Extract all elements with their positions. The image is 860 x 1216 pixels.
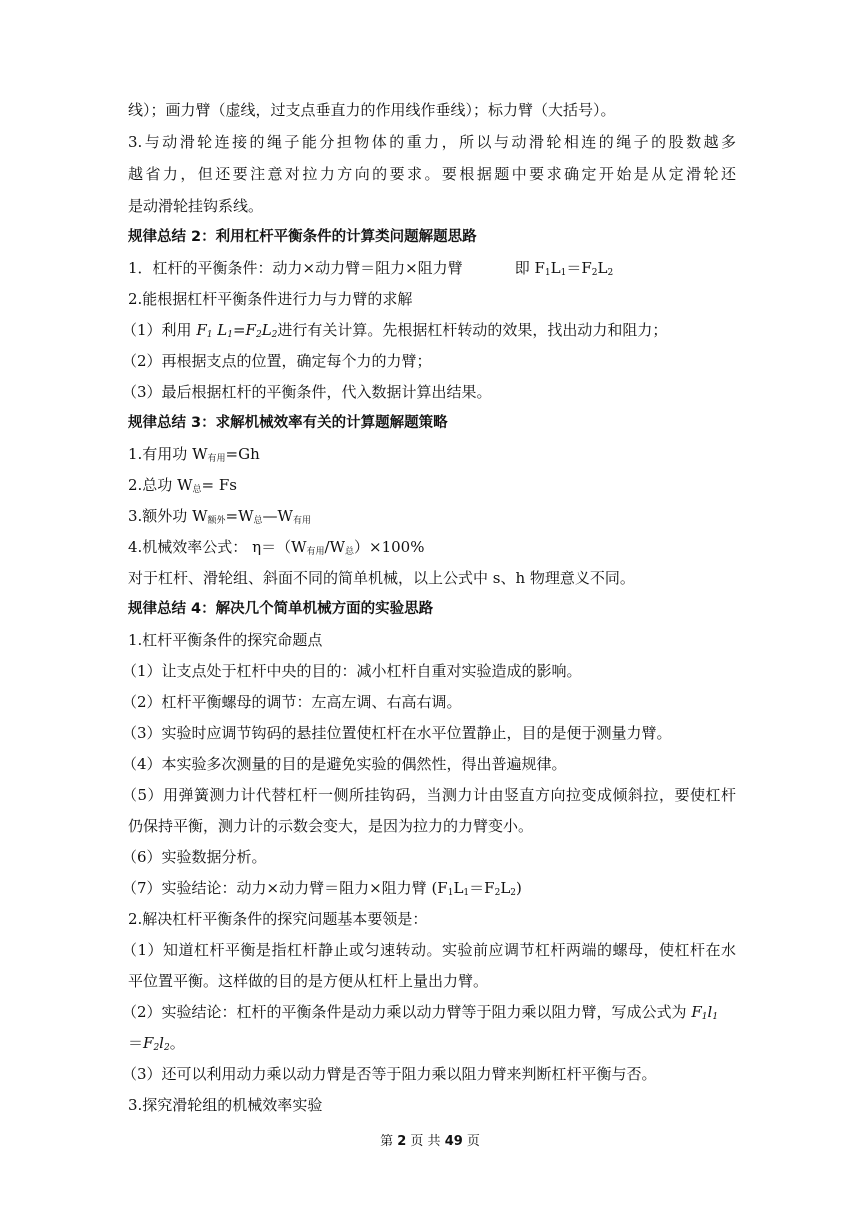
subscript: 1	[544, 268, 551, 278]
formula: $F_1$ $L_1=F_2L_2$	[196, 321, 278, 340]
text-span: 进行有关计算。先根据杠杆转动的效果，找出动力和阻力；	[277, 321, 668, 339]
text-line: 4.机械效率公式： $\eta=(W_{有用}/W_总)\times 100\%$	[128, 538, 425, 557]
text-line	[122, 320, 730, 340]
text-line: 越省力，但还要注意对拉力方向的要求。要根据题中要求确定开始是从定滑轮还	[128, 165, 736, 183]
formula: $F_2l_2$	[143, 1034, 170, 1053]
text-line: 平位置平衡。这样做的目的是方便从杠杆上量出力臂。	[128, 972, 489, 990]
subscript: 1	[560, 268, 567, 278]
text-line: 仍保持平衡，测力计的示数会变大，是因为拉力的力臂变小。	[128, 817, 534, 835]
text-line: 2.总功 $W_总= Fs$	[128, 476, 237, 495]
text-line: 1.杠杆平衡条件的探究命题点	[128, 631, 323, 649]
text-span: L	[597, 259, 608, 277]
text-line	[128, 258, 736, 278]
text-line: 1.有用功 $W_{有用}=Gh$	[128, 445, 260, 464]
text-line: （3）最后根据杠杆的平衡条件，代入数据计算出结果。	[122, 383, 492, 401]
text-span: 即 F	[514, 259, 545, 277]
footer-text: 第	[380, 1134, 394, 1149]
text-line: 3.探究滑轮组的机械效率实验	[128, 1096, 323, 1114]
text-line: （2）杠杆平衡螺母的调节：左高左调、右高右调。	[122, 693, 462, 711]
text-line: $=F_2l_2$。	[128, 1034, 185, 1053]
text-line: （3）还可以利用动力乘以动力臂是否等于阻力乘以阻力臂来判断杠杆平衡与否。	[122, 1065, 657, 1083]
text-line: 3.额外功 $W_{额外}=W_总—W_{有用}$	[128, 507, 311, 526]
section-heading: 规律总结 2：利用杠杆平衡条件的计算类问题解题思路	[128, 229, 477, 245]
text-line: 对于杠杆、滑轮组、斜面不同的简单机械，以上公式中 s、h 物理意义不同。	[128, 569, 635, 587]
footer-text: 页	[466, 1134, 480, 1149]
text-line: （7）实验结论：动力×动力臂＝阻力×阻力臂 $(F_1L_1=F_2L_2)$	[122, 879, 522, 898]
text-line: 线）；画力臂（虚线，过支点垂直力的作用线作垂线）；标力臂（大括号）。	[128, 101, 616, 119]
text-span: ＝F	[566, 259, 592, 277]
page-footer	[0, 1130, 860, 1149]
text-line: （1）知道杠杆平衡是指杠杆静止或匀速转动。实验前应调节杠杆两端的螺母，使杠杆在水	[122, 941, 736, 959]
text-span: L	[550, 259, 561, 277]
text-line: （5）用弹簧测力计代替杠杆一侧所挂钩码，当测力计由竖直方向拉变成倾斜拉，要使杠杆	[122, 786, 736, 804]
text-line: （4）本实验多次测量的目的是避免实验的偶然性，得出普遍规律。	[122, 755, 567, 773]
text-span: （1）利用	[122, 321, 192, 339]
subscript: 2	[591, 268, 598, 278]
formula: $F_1l_1$	[691, 1003, 719, 1022]
text-line: （2）再根据支点的位置，确定每个力的力臂；	[122, 352, 432, 370]
text-line: （6）实验数据分析。	[122, 848, 267, 866]
text-line: （2）实验结论：杠杆的平衡条件是动力乘以动力臂等于阻力乘以阻力臂，写成公式为 $F_1l_1$	[122, 1003, 719, 1022]
text-line: 是动滑轮挂钩系线。	[128, 197, 264, 215]
page-number: 2	[397, 1134, 407, 1149]
text-line: 2.解决杠杆平衡条件的探究问题基本要领是：	[128, 910, 428, 928]
text-line: 3.与动滑轮连接的绳子能分担物体的重力，所以与动滑轮相连的绳子的股数越多	[128, 133, 736, 151]
page-total: 49	[444, 1134, 463, 1149]
footer-text: 页 共	[410, 1134, 441, 1149]
text-line: （3）实验时应调节钩码的悬挂位置使杠杆在水平位置静止，目的是便于测量力臂。	[122, 724, 672, 742]
text-line: 2.能根据杠杆平衡条件进行力与力臂的求解	[128, 290, 413, 308]
section-heading: 规律总结 3：求解机械效率有关的计算题解题策略	[128, 415, 448, 431]
text-span: 1．杠杆的平衡条件：动力×动力臂＝阻力×阻力臂	[128, 259, 463, 277]
section-heading: 规律总结 4：解决几个简单机械方面的实验思路	[128, 601, 434, 617]
text-line: （1）让支点处于杠杆中央的目的：减小杠杆自重对实验造成的影响。	[122, 662, 582, 680]
subscript: 2	[607, 268, 614, 278]
